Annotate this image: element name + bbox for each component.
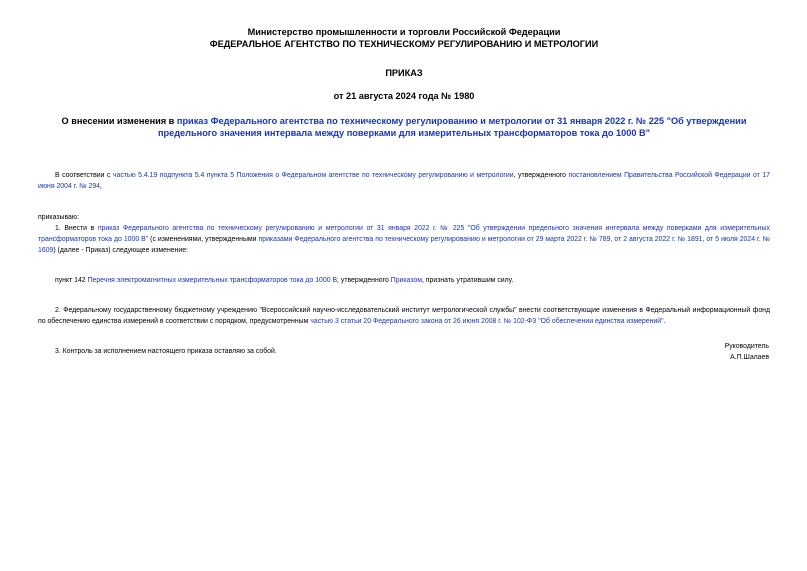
preamble-text-3: , — [100, 183, 102, 190]
item-1-point-text-3: , признать утратившим силу. — [421, 277, 514, 284]
item-1-point-link-list[interactable]: Перечня электромагнитных измерительных трансформаторов тока до 1000 В — [87, 277, 338, 284]
item-2-text-2: . — [663, 318, 666, 325]
preamble-text-1: В соответствии с — [55, 172, 113, 179]
signature-role: Руководитель — [724, 343, 769, 350]
subject-prefix: О внесении изменения в — [61, 116, 177, 126]
preamble-link-regulation[interactable]: частью 5.4.19 подпункта 5.4 пункта 5 Положения о Федеральном агентстве по техническому регулированию и метрологии — [112, 172, 514, 179]
document-body — [38, 170, 770, 357]
item-1-link-amendments[interactable]: приказами Федерального агентства по техническому регулированию и метрологии от 29 марта 2022 г. № 789, от 2 августа 2022 г. № 1891, от 5 июля 2024 г. № 1609 — [38, 236, 770, 254]
item-2-link-law[interactable]: частью 3 статьи 20 Федерального закона от 26 июня 2008 г. № 102-ФЗ "Об обеспечении единства измерений" — [310, 318, 664, 325]
signature-block — [725, 341, 769, 363]
item-1-point-paragraph — [38, 275, 770, 286]
item-1-link-order[interactable]: приказ Федерального агентства по техническому регулированию и метрологии от 31 января 2022 г. № 225 "Об утверждении предельного значения интервала между поверками для измерительных трансформаторов тока до 1000 В" — [38, 225, 770, 243]
item-2-text-1: 2. Федеральному государственному бюджетному учреждению "Всероссийский научно-исследовательский институт метрологической службы" внести соответствующие изменения в Федеральный информационный фонд по обеспечению единства измерений в соответствии с порядком, предусмотренным — [38, 307, 770, 325]
item-1-point-link-order[interactable]: Приказом — [390, 277, 422, 284]
item-3-paragraph: 3. Контроль за исполнением настоящего приказа оставляю за собой. — [55, 348, 277, 355]
ministry-name: Министерство промышленности и торговли Российской Федерации — [247, 27, 561, 37]
preamble-link-resolution[interactable]: постановлением Правительства Российской Федерации от 17 июня 2004 г. № 294 — [38, 172, 770, 190]
subject-link[interactable]: приказ Федерального агентства по техническому регулированию и метрологии от 31 января 2022 г. № 225 "Об утверждении предельного значения интервала между поверками для измерительных трансформаторов тока до 1000 В" — [157, 116, 747, 138]
item-1-paragraph — [38, 223, 770, 256]
document-subject — [38, 116, 770, 139]
order-word: приказываю: — [38, 214, 79, 221]
item-2-paragraph — [38, 305, 770, 327]
item-1-text-3: ) (далее - Приказ) следующее изменение: — [53, 247, 189, 254]
item-1-text-2: (с изменениями, утвержденными — [148, 236, 259, 243]
document-page — [38, 26, 770, 357]
agency-name: ФЕДЕРАЛЬНОЕ АГЕНТСТВО ПО ТЕХНИЧЕСКОМУ РЕГУЛИРОВАНИЮ И МЕТРОЛОГИИ — [209, 39, 599, 49]
item-1-text-1: 1. Внести в — [55, 225, 98, 232]
document-type: ПРИКАЗ — [385, 68, 423, 78]
signature-name: А.П.Шалаев — [730, 354, 769, 361]
document-date-number: от 21 августа 2024 года № 1980 — [333, 91, 475, 101]
item-1-point-text-1: пункт 142 — [55, 277, 88, 284]
item-1-point-text-2: , утвержденного — [337, 277, 391, 284]
preamble-text-2: , утвержденного — [513, 172, 569, 179]
preamble-paragraph — [38, 170, 770, 192]
document-header — [38, 26, 770, 102]
